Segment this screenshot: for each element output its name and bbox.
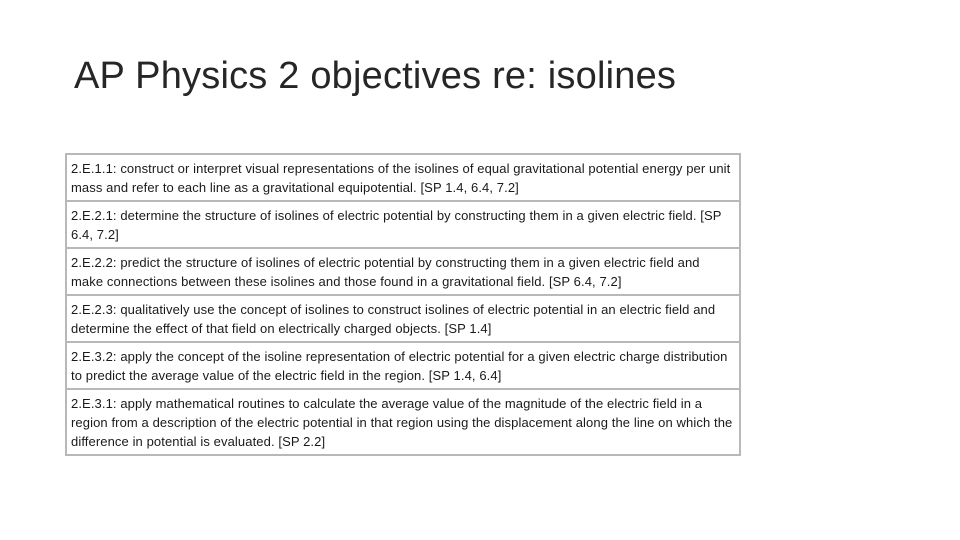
objective-row: 2.E.2.3: qualitatively use the concept of isolines to construct isolines of electric potential in an electric field and determine the effect of that field on electrically charged objects. [SP 1.4]: [67, 296, 739, 341]
objective-row: 2.E.3.1: apply mathematical routines to calculate the average value of the magnitude of the electric field in a region from a description of the electric potential in that region using the displacement along the line on which the difference in potential is evaluated. [SP 2.2]: [67, 390, 739, 454]
objective-row: 2.E.1.1: construct or interpret visual representations of the isolines of equal gravitational potential energy per unit mass and refer to each line as a gravitational equipotential. [SP 1.4, 6.4, 7.2]: [67, 155, 739, 200]
objective-row: 2.E.2.2: predict the structure of isolines of electric potential by constructing them in a given electric field and make connections between these isolines and those found in a gravitational field. [SP 6.4, 7.2]: [67, 249, 739, 294]
objective-row: 2.E.2.1: determine the structure of isolines of electric potential by constructing them in a given electric field. [SP 6.4, 7.2]: [67, 202, 739, 247]
objective-row: 2.E.3.2: apply the concept of the isoline representation of electric potential for a given electric charge distribution to predict the average value of the electric field in the region. [SP 1.4, 6.4]: [67, 343, 739, 388]
slide-title: AP Physics 2 objectives re: isolines: [74, 55, 677, 97]
objectives-table: [65, 153, 741, 456]
